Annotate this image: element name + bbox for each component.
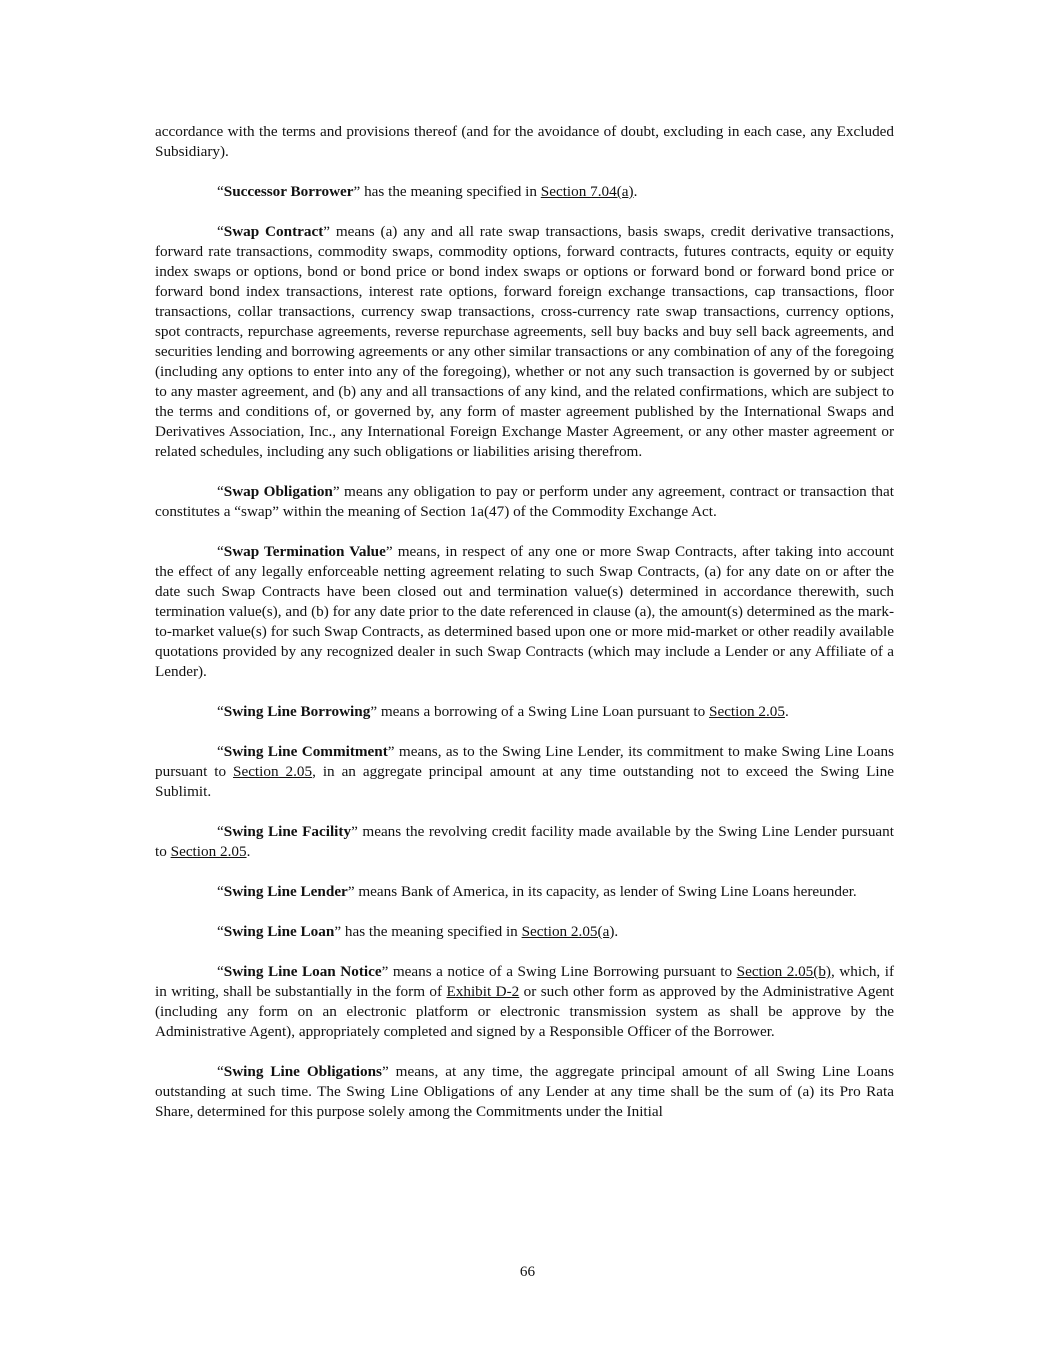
definition-text: ” means any obligation to pay or perform under any agreement, contract or transaction that constitutes a “swap” within the meaning of Section 1a(47) of the Commodity Exchange Act. bbox=[155, 483, 894, 520]
definition-text: ). bbox=[609, 923, 619, 940]
definition-paragraph: “Swap Termination Value” means, in respect of any one or more Swap Contracts, after taking into account the effect of any legally enforceable netting agreement relating to such Swap Contracts, (a) for any date on or after the date such Swap Contracts have been closed out and termination value(s) determined in accordance therewith, such termination value(s), and (b) for any date prior to the date referenced in clause (a), the amount(s) determined as the mark-to-market value(s) for such Swap Contracts, as determined based upon one or more mid-market or other readily available quotations provided by any recognized dealer in such Swap Contracts (which may include a Lender or any Affiliate of a Lender). bbox=[155, 543, 894, 680]
definition-paragraph: “Swap Obligation” means any obligation to pay or perform under any agreement, contract or transaction that constitutes a “swap” within the meaning of Section 1a(47) of the Commodity Exchange Act. bbox=[155, 483, 894, 520]
document-page bbox=[155, 122, 894, 1142]
definition-paragraph: “Swing Line Commitment” means, as to the Swing Line Lender, its commitment to make Swing Line Loans pursuant to Section 2.05, in an aggregate principal amount at any time outstanding not to exceed the Swing Line Sublimit. bbox=[155, 743, 894, 800]
continuation-paragraph: accordance with the terms and provisions thereof (and for the avoidance of doubt, excluding in each case, any Excluded Subsidiary). bbox=[155, 123, 894, 160]
definition-paragraph: “Swing Line Obligations” means, at any time, the aggregate principal amount of all Swing Line Loans outstanding at such time. The Swing Line Obligations of any Lender at any time shall be the sum of (a) its Pro Rata Share, determined for this purpose solely among the Commitments under the Initial bbox=[155, 1063, 894, 1120]
definition-text: ” has the meaning specified in bbox=[334, 923, 522, 940]
defined-term: Swing Line Lender bbox=[223, 883, 348, 900]
definition-paragraph: “Swing Line Loan Notice” means a notice of a Swing Line Borrowing pursuant to Section 2.05(b), which, if in writing, shall be substantially in the form of Exhibit D-2 or such other form as approved by the Administrative Agent (including any form on an electronic platform or electronic transmission system as shall be approve by the Administrative Agent), appropriately completed and signed by a Responsible Officer of the Borrower. bbox=[155, 963, 895, 1040]
definition-paragraph: “Swing Line Facility” means the revolving credit facility made available by the Swing Line Lender pursuant to Section 2.05. bbox=[155, 823, 894, 860]
definition-text: ” has the meaning specified in bbox=[353, 183, 541, 200]
definition-text: ” means the revolving credit facility made available by the Swing Line Lender pursuant to bbox=[155, 823, 894, 860]
section-reference: Section 2.05(a bbox=[521, 923, 610, 940]
definition-paragraph: “Swap Contract” means (a) any and all rate swap transactions, basis swaps, credit derivative transactions, forward rate transactions, commodity swaps, commodity options, forward contracts, futures contracts, equity or equity index swaps or options, bond or bond price or bond index swaps or options or forward bond or forward bond price or forward bond index transactions, interest rate options, forward foreign exchange transactions, cap transactions, floor transactions, collar transactions, currency swap transactions, cross-currency rate swap transactions, currency options, spot contracts, repurchase agreements, reverse repurchase agreements, sell buy backs and buy sell back agreements, and securities lending and borrowing agreements or any other similar transactions or any combination of any of the foregoing (including any options to enter into any of the foregoing), whether or not any such transaction is governed by or subject to any master agreement, and (b) any and all transactions of any kind, and the related confirmations, which are subject to the terms and conditions of, or governed by, any form of master agreement published by the International Swaps and Derivatives Association, Inc., any International Foreign Exchange Master Agreement, or any other master agreement or related schedules, including any such obligations or liabilities arising therefrom. bbox=[155, 223, 895, 460]
defined-term: Swing Line Commitment bbox=[223, 743, 388, 760]
definition-text: . bbox=[633, 183, 638, 200]
section-reference: Section 2.05(b) bbox=[736, 963, 831, 980]
page-number: 66 bbox=[519, 1263, 536, 1280]
definition-text: ” means (a) any and all rate swap transactions, basis swaps, credit derivative transactions, forward rate transactions, commodity swaps, commodity options, forward contracts, futures contracts, equity or equity index swaps or options, bond or bond price or bond index swaps or options or forward bond or forward bond price or forward bond index transactions, interest rate options, forward foreign exchange transactions, cap transactions, floor transactions, collar transactions, currency swap transactions, cross-currency rate swap transactions, currency options, spot contracts, repurchase agreements, reverse repurchase agreements, sell buy backs and buy sell back agreements, and securities lending and borrowing agreements or any other similar transactions or any combination of any of the foregoing (including any options to enter into any of the foregoing), whether or not any such transaction is governed by or subject to any master agreement, and (b) any and all transactions of any kind, and the related confirmations, which are subject to the terms and conditions of, or governed by, any form of master agreement published by the International Swaps and Derivatives Association, Inc., any International Foreign Exchange Master Agreement, or any other master agreement or related schedules, including any such obligations or liabilities arising therefrom. bbox=[155, 223, 895, 460]
definition-text: . bbox=[784, 703, 789, 720]
defined-term: Successor Borrower bbox=[223, 183, 354, 200]
definition-text: ” means, in respect of any one or more Swap Contracts, after taking into account the effect of any legally enforceable netting agreement relating to such Swap Contracts, (a) for any date on or after the date such Swap Contracts have been closed out and termination value(s) determined in accordance therewith, such termination value(s), and (b) for any date prior to the date referenced in clause (a), the amount(s) determined as the mark-to-market value(s) for such Swap Contracts, as determined based upon one or more mid-market or other readily available quotations provided by any recognized dealer in such Swap Contracts (which may include a Lender or any Affiliate of a Lender). bbox=[155, 543, 894, 680]
section-reference: Section 7.04(a) bbox=[540, 183, 634, 200]
section-reference: Section 2.05 bbox=[233, 763, 313, 780]
definition-text: . bbox=[246, 843, 251, 860]
definition-text: ” means a borrowing of a Swing Line Loan pursuant to bbox=[370, 703, 709, 720]
defined-term: Swap Contract bbox=[223, 223, 324, 240]
definition-paragraph: “Swing Line Loan” has the meaning specified in Section 2.05(a). bbox=[217, 923, 619, 940]
defined-term: Swing Line Borrowing bbox=[223, 703, 371, 720]
definition-text: , which, if in writing, shall be substantially in the form of bbox=[155, 963, 895, 1000]
definition-paragraph: “Swing Line Lender” means Bank of America, in its capacity, as lender of Swing Line Loans hereunder. bbox=[217, 883, 857, 900]
definition-text: , in an aggregate principal amount at any time outstanding not to exceed the Swing Line Sublimit. bbox=[155, 763, 894, 800]
definition-text: ” means, as to the Swing Line Lender, its commitment to make Swing Line Loans pursuant to bbox=[155, 743, 894, 780]
defined-term: Swing Line Facility bbox=[223, 823, 352, 840]
section-reference: Section 2.05 bbox=[170, 843, 247, 860]
defined-term: Swap Termination Value bbox=[223, 543, 386, 560]
section-reference: Exhibit D-2 bbox=[446, 983, 520, 1000]
defined-term: Swing Line Loan Notice bbox=[223, 963, 382, 980]
section-reference: Section 2.05 bbox=[709, 703, 785, 720]
definition-text: ” means Bank of America, in its capacity, as lender of Swing Line Loans hereunder. bbox=[347, 883, 857, 900]
definition-text: or such other form as approved by the Administrative Agent (including any form on an electronic platform or electronic transmission system as shall be approve by the Administrative Agent), appropriately completed and signed by a Responsible Officer of the Borrower. bbox=[155, 983, 894, 1040]
definition-text: ” means, at any time, the aggregate principal amount of all Swing Line Loans outstanding at such time. The Swing Line Obligations of any Lender at any time shall be the sum of (a) its Pro Rata Share, determined for this purpose solely among the Commitments under the Initial bbox=[155, 1063, 894, 1120]
defined-term: Swap Obligation bbox=[223, 483, 333, 500]
defined-term: Swing Line Loan bbox=[223, 923, 335, 940]
defined-term: Swing Line Obligations bbox=[223, 1063, 382, 1080]
definition-paragraph: “Successor Borrower” has the meaning specified in Section 7.04(a). bbox=[217, 183, 638, 200]
definition-text: ” means a notice of a Swing Line Borrowing pursuant to bbox=[381, 963, 737, 980]
definition-paragraph: “Swing Line Borrowing” means a borrowing of a Swing Line Loan pursuant to Section 2.05. bbox=[217, 703, 789, 720]
definitions-list bbox=[155, 182, 894, 1122]
